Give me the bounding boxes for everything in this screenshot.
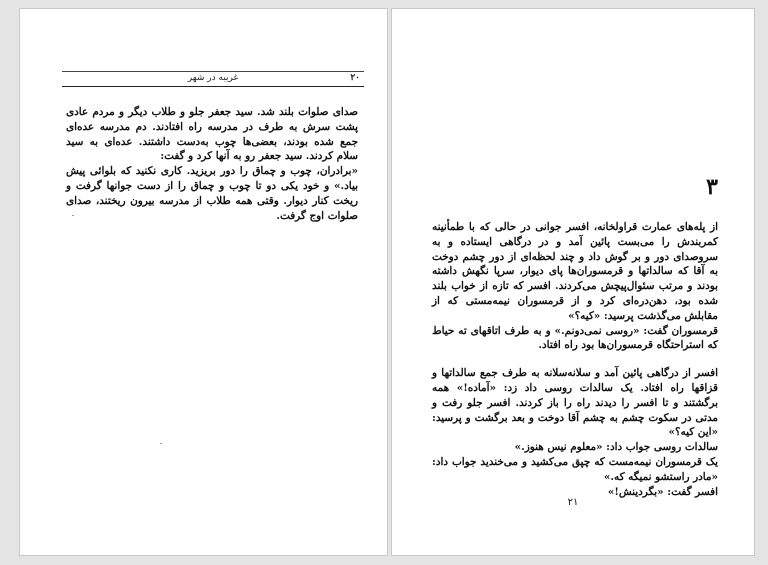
page-number: ۲۰ bbox=[350, 73, 360, 83]
paper-speck bbox=[72, 215, 74, 216]
left-body-text bbox=[66, 105, 358, 223]
paragraph-gap bbox=[432, 353, 718, 366]
paragraph: صدای صلوات بلند شد. سید جعفر جلو و طلاب دیگر و مردم عادی پشت سرش به طرف در مدرسه راه افتادند. دم مدرسه عده‌ای جمع شده بودند، بعضی‌ها چوب به‌دست داشتند. عده‌ای به سید سلام کردند. سید جعفر رو به آنها کرد و گفت: bbox=[66, 106, 358, 163]
running-head bbox=[62, 71, 364, 87]
paragraph: سالدات روسی جواب داد: «معلوم نیس هنوز.» bbox=[514, 441, 718, 454]
paragraph: افسر گفت: «بگردینش!» bbox=[607, 485, 718, 498]
paragraph: «برادران، چوب و چماق را دور بریزید. کاری نکنید که بلوائی پیش بیاد.» و خود یکی دو تا چوب و چماق را از دست جوانها گرفت و ریخت کنار دیوار. وقتی همه طلاب از مدرسه بیرون ریختند، صدای صلوات اوج گرفت. bbox=[66, 165, 358, 222]
left-page bbox=[19, 8, 388, 556]
paper-speck bbox=[160, 443, 162, 444]
right-page bbox=[391, 8, 755, 556]
paragraph: از پله‌های عمارت قراولخانه، افسر جوانی در حالی که با طمأنینه کمربندش را می‌بست پائین آمد و در درگاهی ایستاده و به سروصدای دور و بر گوش داد و چند لحظه‌ای از دور چشم دوخت به آقا که سالداتها و قرمسوران‌ها پای دیوار، سرپا نگهش داشته بودند و مرتب سئوال‌پیچش می‌کردند. افسر که تازه از خواب بلند شده بود، دهن‌دره‌ای کرد و از قرمسوران نیمه‌مستی که از مقابلش می‌گذشت پرسید: «کیه؟» bbox=[432, 221, 718, 322]
folio: ۲۱ bbox=[567, 497, 579, 508]
running-title: غریبه در شهر bbox=[187, 73, 239, 83]
paragraph: قرمسوران گفت: «روسی نمی‌دونم.» و به طرف اتاقهای ته حیاط که استراحتگاه قرمسوران‌ها بود راه افتاد. bbox=[432, 324, 718, 352]
chapter-number: ۳ bbox=[706, 174, 718, 200]
right-body-text bbox=[432, 220, 718, 499]
paragraph: یک قرمسوران نیمه‌مست که چپق می‌کشید و می‌خندید جواب داد: «مادر راستشو نمیگه که.» bbox=[432, 455, 718, 483]
paragraph: افسر از درگاهی پائین آمد و سلانه‌سلانه به طرف جمع سالداتها و قزاقها راه افتاد. یک سالدات روسی داد زد: «آماده!» همه برگشتند و تا افسر را دیدند راه را باز کردند. افسر جلو رفت و مدتی در سکوت چشم به چشم آقا دوخت و بعد برگشت و پرسید: «این کیه؟» bbox=[432, 367, 718, 439]
